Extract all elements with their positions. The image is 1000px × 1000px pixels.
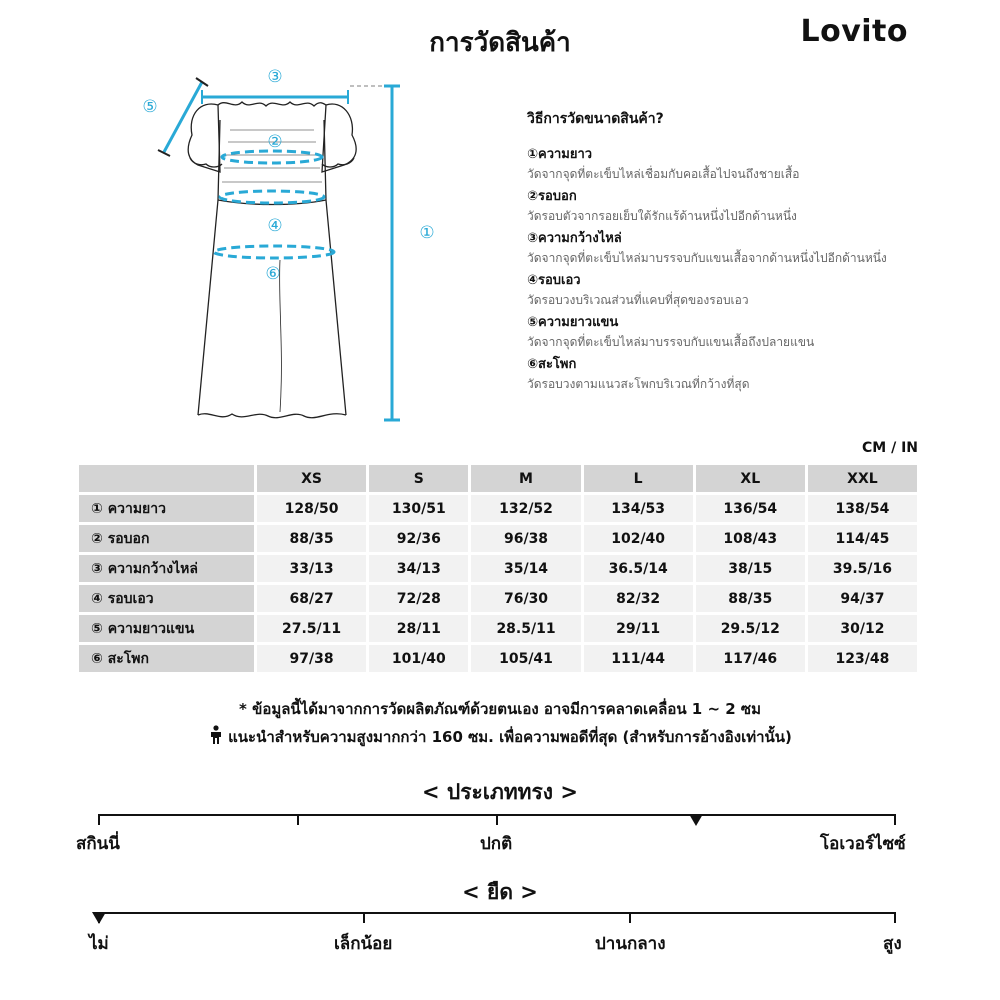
table-cell: 96/38 — [471, 525, 580, 552]
marker-shoulder: ③ — [267, 67, 283, 87]
guide-item — [527, 187, 947, 226]
table-cell: 111/44 — [584, 645, 693, 672]
guide-item-desc: วัดรอบวงบริเวณส่วนที่แคบที่สุดของรอบเอว — [527, 293, 749, 307]
size-header: XXL — [808, 465, 917, 492]
guide-item-desc: วัดจากจุดที่ตะเข็บไหล่มาบรรจบกับแขนเสื้อจากด้านหนึ่งไปอีกด้านหนึ่ง — [527, 251, 887, 265]
row-label: ⑥ สะโพก — [79, 645, 254, 672]
guide-item-title: ④รอบเอว — [527, 273, 581, 288]
row-label: ① ความยาว — [79, 495, 254, 522]
fit-label-oversize: โอเวอร์ไซซ์ — [820, 834, 906, 854]
fit-scale-title: < ประเภททรง > — [422, 780, 578, 804]
row-label: ④ รอบเอว — [79, 585, 254, 612]
size-header: M — [471, 465, 580, 492]
table-cell: 94/37 — [808, 585, 917, 612]
table-cell: 88/35 — [696, 585, 805, 612]
guide-heading: วิธีการวัดขนาดสินค้า? — [527, 111, 664, 127]
table-cell: 134/53 — [584, 495, 693, 522]
fit-scale-tick — [496, 814, 498, 825]
table-row — [79, 585, 917, 612]
guide-item — [527, 145, 947, 184]
table-cell: 76/30 — [471, 585, 580, 612]
table-cell: 128/50 — [257, 495, 366, 522]
guide-item-desc: วัดจากจุดที่ตะเข็บไหล่เชื่อมกับคอเสื้อไปจนถึงชายเสื้อ — [527, 167, 800, 181]
table-cell: 36.5/14 — [584, 555, 693, 582]
size-header: XS — [257, 465, 366, 492]
guide-item-title: ⑥สะโพก — [527, 357, 577, 372]
stretch-scale-tick — [894, 912, 896, 923]
table-row — [79, 525, 917, 552]
marker-bust: ② — [267, 132, 283, 152]
stretch-label-high: สูง — [883, 934, 902, 954]
table-cell: 114/45 — [808, 525, 917, 552]
table-cell: 101/40 — [369, 645, 468, 672]
guide-item — [527, 313, 947, 352]
fit-scale-tick — [297, 814, 299, 825]
row-label: ② รอบอก — [79, 525, 254, 552]
guide-item — [527, 229, 947, 268]
table-row — [79, 615, 917, 642]
stretch-scale-tick — [363, 912, 365, 923]
guide-item — [527, 355, 947, 394]
units-label: CM / IN — [862, 440, 918, 456]
table-cell: 88/35 — [257, 525, 366, 552]
stretch-label-none: ไม่ — [89, 934, 109, 954]
size-header: L — [584, 465, 693, 492]
table-cell: 108/43 — [696, 525, 805, 552]
guide-item — [527, 271, 947, 310]
guide-item-title: ⑤ความยาวแขน — [527, 315, 619, 330]
height-tip-text: แนะนำสำหรับความสูงมากกว่า 160 ซม. เพื่อความพอดีที่สุด (สำหรับการอ้างอิงเท่านั้น) — [228, 728, 792, 746]
guide-item-title: ②รอบอก — [527, 189, 577, 204]
size-table — [76, 462, 920, 675]
table-cell: 29/11 — [584, 615, 693, 642]
fit-label-regular: ปกติ — [480, 834, 513, 854]
table-corner — [79, 465, 254, 492]
table-cell: 123/48 — [808, 645, 917, 672]
brand-logo: Lovito — [800, 14, 908, 49]
table-cell: 105/41 — [471, 645, 580, 672]
measurement-guide — [527, 108, 947, 397]
table-row — [79, 645, 917, 672]
guide-item-desc: วัดรอบตัวจากรอยเย็บใต้รักแร้ด้านหนึ่งไปอีกด้านหนึ่ง — [527, 209, 797, 223]
table-cell: 27.5/11 — [257, 615, 366, 642]
stretch-scale-tick — [629, 912, 631, 923]
table-cell: 117/46 — [696, 645, 805, 672]
person-icon — [208, 725, 224, 745]
disclaimer-note: * ข้อมูลนี้ได้มาจากการวัดผลิตภัณฑ์ด้วยตนเอง อาจมีการคลาดเคลื่อน 1 ~ 2 ซม — [239, 700, 761, 718]
table-cell: 35/14 — [471, 555, 580, 582]
marker-hip: ⑥ — [265, 264, 281, 284]
table-cell: 28/11 — [369, 615, 468, 642]
stretch-scale-title: < ยืด > — [462, 880, 538, 904]
stretch-scale-line — [98, 912, 896, 914]
table-cell: 138/54 — [808, 495, 917, 522]
fit-label-skinny: สกินนี่ — [76, 834, 120, 854]
table-cell: 39.5/16 — [808, 555, 917, 582]
guide-item-title: ③ความกว้างไหล่ — [527, 231, 622, 246]
stretch-label-medium: ปานกลาง — [595, 934, 666, 954]
table-cell: 28.5/11 — [471, 615, 580, 642]
measurement-lines — [158, 78, 400, 420]
size-header: XL — [696, 465, 805, 492]
table-cell: 82/32 — [584, 585, 693, 612]
table-cell: 72/28 — [369, 585, 468, 612]
marker-sleeve: ⑤ — [142, 97, 158, 117]
table-cell: 33/13 — [257, 555, 366, 582]
guide-item-desc: วัดรอบวงตามแนวสะโพกบริเวณที่กว้างที่สุด — [527, 377, 750, 391]
fit-scale-tick — [894, 814, 896, 825]
row-label: ③ ความกว้างไหล่ — [79, 555, 254, 582]
table-cell: 102/40 — [584, 525, 693, 552]
marker-waist: ④ — [267, 216, 283, 236]
table-cell: 132/52 — [471, 495, 580, 522]
table-cell: 68/27 — [257, 585, 366, 612]
fit-scale-marker — [689, 814, 703, 826]
table-cell: 30/12 — [808, 615, 917, 642]
table-cell: 136/54 — [696, 495, 805, 522]
guide-item-desc: วัดจากจุดที่ตะเข็บไหล่มาบรรจบกับแขนเสื้อถึงปลายแขน — [527, 335, 815, 349]
stretch-label-slight: เล็กน้อย — [334, 934, 393, 954]
table-cell: 92/36 — [369, 525, 468, 552]
table-cell: 38/15 — [696, 555, 805, 582]
table-cell: 29.5/12 — [696, 615, 805, 642]
size-header: S — [369, 465, 468, 492]
fit-scale-tick — [98, 814, 100, 825]
table-cell: 34/13 — [369, 555, 468, 582]
height-tip — [0, 725, 1000, 749]
row-label: ⑤ ความยาวแขน — [79, 615, 254, 642]
dress-measurement-diagram — [130, 60, 460, 430]
guide-item-title: ①ความยาว — [527, 147, 593, 162]
stretch-scale-marker — [92, 912, 106, 924]
table-header-row — [79, 465, 917, 492]
table-row — [79, 555, 917, 582]
page-title: การวัดสินค้า — [429, 28, 571, 58]
table-row — [79, 495, 917, 522]
table-cell: 97/38 — [257, 645, 366, 672]
table-cell: 130/51 — [369, 495, 468, 522]
marker-length: ① — [419, 223, 435, 243]
